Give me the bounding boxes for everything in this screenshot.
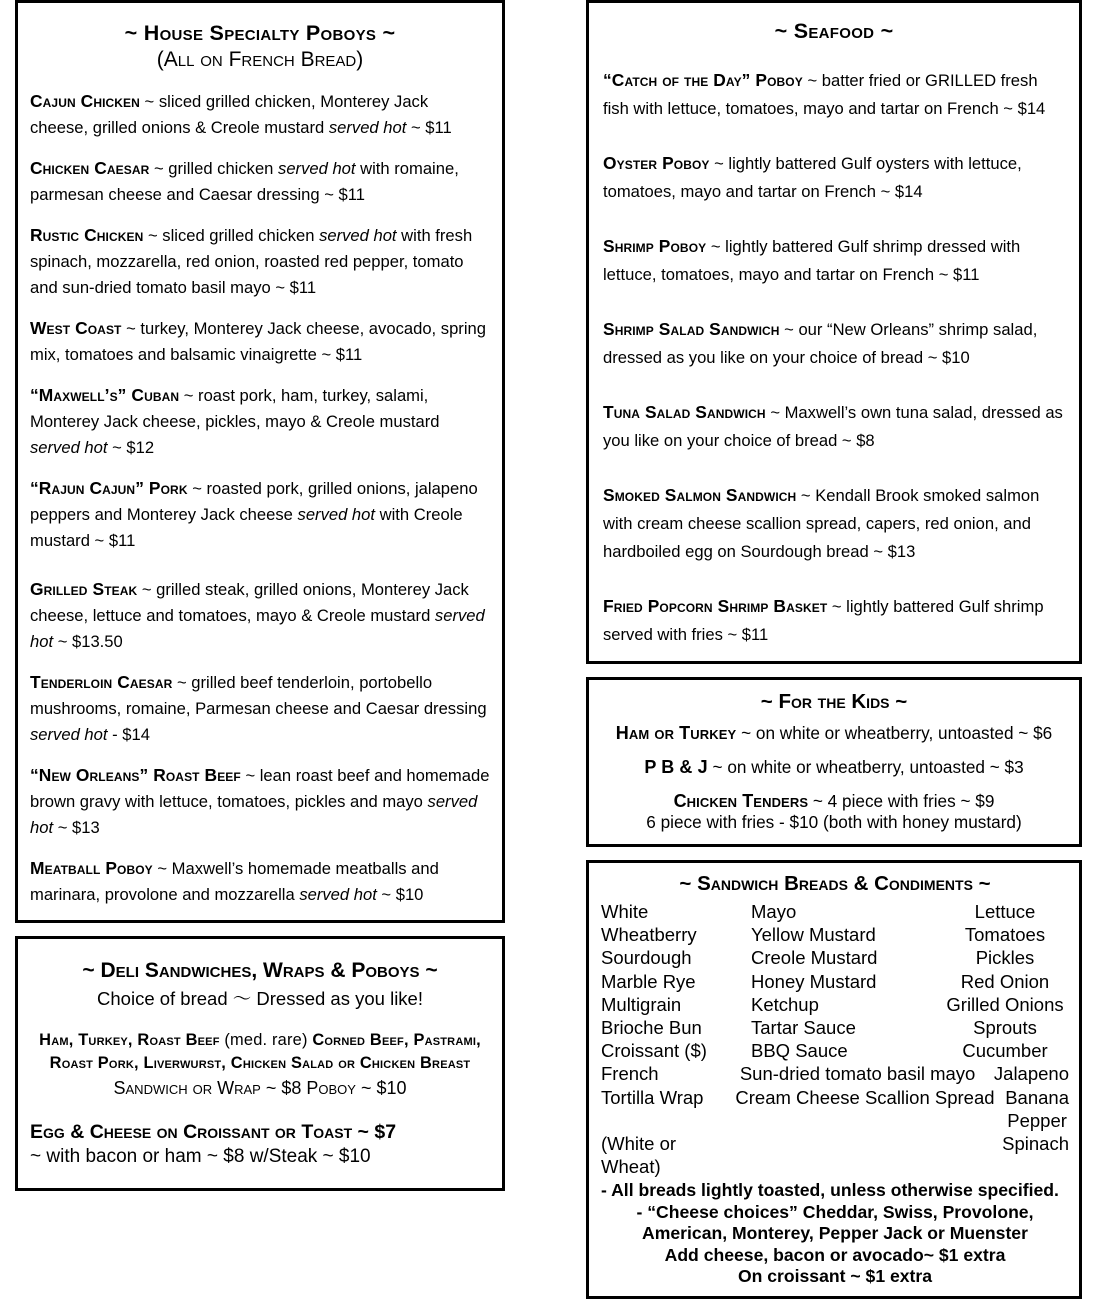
condiment-row (601, 946, 1069, 969)
menu-item (30, 475, 490, 554)
item-desc: ~ Maxwell’s own tuna salad, dressed as you like on your choice of bread ~ $8 (603, 403, 1063, 450)
item-desc: ~ batter fried or GRILLED fresh fish with lettuce, tomatoes, mayo and tartar on French ~ $14 (603, 71, 1046, 118)
deli-subtitle: Choice of bread 〜 Dressed as you like! (97, 988, 423, 1009)
item-emphasis: served hot (30, 606, 485, 651)
item-desc: ~ sliced grilled chicken, Monterey Jack cheese, grilled onions & Creole mustard (30, 92, 429, 137)
section-house-specialty-poboys (15, 0, 505, 923)
item-name: Chicken Tenders (673, 791, 809, 811)
menu-item (30, 382, 490, 461)
item-desc: ~ our “New Orleans” shrimp salad, dressed as you like on your choice of bread ~ $10 (603, 320, 1038, 367)
item-name: “Rajun Cajun” Pork (30, 478, 188, 498)
veggie-item: Jalapeno (993, 1063, 1069, 1085)
condiment-row (601, 993, 1069, 1016)
section-deli-sandwiches (15, 936, 505, 1191)
item-emphasis: served hot (297, 505, 375, 524)
footer-line: On croissant ~ $1 extra (737, 1266, 933, 1287)
condiment-item: Yellow Mustard (751, 924, 876, 946)
menu-item (30, 222, 490, 301)
item-name: Tenderloin Caesar (30, 672, 173, 692)
condiments-grid (601, 900, 1069, 1178)
item-emphasis: served hot (299, 885, 377, 904)
bread-item: Brioche Bun (601, 1017, 702, 1039)
condiment-item-wide: Cream Cheese Scallion Spread (735, 1086, 995, 1108)
condiment-row (601, 1039, 1069, 1062)
deli-egg-cheese-line: Egg & Cheese on Croissant or Toast ~ $7 (30, 1121, 397, 1143)
deli-meats-b: Corned Beef, Pastrami, (307, 1031, 481, 1049)
item-desc: ~ grilled beef tenderloin, portobello mushrooms, romaine, Parmesan cheese and Caesar dressing (30, 673, 487, 718)
item-price: ~ $11 (406, 118, 452, 137)
condiment-item: Honey Mustard (751, 970, 877, 992)
kids-item (603, 723, 1065, 744)
item-name: “New Orleans” Roast Beef (30, 765, 241, 785)
item-name: Ham or Turkey (615, 723, 737, 743)
condiment-item: Ketchup (751, 993, 819, 1015)
condiment-row (601, 1016, 1069, 1039)
menu-item (30, 315, 490, 368)
section-breads-condiments (586, 860, 1082, 1299)
item-price: with Creole mustard ~ $11 (30, 505, 463, 550)
condiment-item: Tartar Sauce (751, 1017, 856, 1039)
menu-item (603, 315, 1065, 372)
menu-item (603, 66, 1065, 123)
item-desc: ~ roast pork, ham, turkey, salami, Monterey Jack cheese, pickles, mayo & Creole mustard (30, 386, 440, 431)
footer-line: American, Monterey, Pepper Jack or Muenster (642, 1223, 1028, 1244)
menu-item (30, 762, 490, 841)
deli-egg-cheese-addons: ~ with bacon or ham ~ $8 w/Steak ~ $10 (30, 1146, 371, 1167)
item-emphasis: served hot (30, 725, 108, 744)
veggie-item: Grilled Onions (946, 993, 1064, 1015)
item-name: Meatball Poboy (30, 858, 153, 878)
item-emphasis: served hot (30, 438, 108, 457)
item-name: “Catch of the Day” Poboy (603, 70, 803, 90)
bread-item: Wheatberry (601, 924, 697, 946)
item-name: Fried Popcorn Shrimp Basket (603, 596, 828, 616)
item-emphasis: served hot (30, 792, 478, 837)
menu-item (30, 88, 490, 141)
item-name: Oyster Poboy (603, 153, 710, 173)
menu-item (603, 592, 1065, 649)
condiment-item-wide: Sun-dried tomato basil mayo (739, 1063, 976, 1085)
item-desc: ~ Maxwell’s homemade meatballs and marinara, provolone and mozzarella (30, 859, 439, 904)
menu-item (603, 232, 1065, 289)
item-price: ~ $10 (376, 885, 424, 904)
menu-item (30, 669, 490, 748)
item-price: ~ $12 (107, 438, 155, 457)
item-desc: ~ lean roast beef and homemade brown gravy with lettuce, tomatoes, pickles and mayo (30, 766, 490, 811)
left-column (15, 0, 505, 1204)
item-price: ~ $13.50 (53, 632, 123, 651)
condiment-item: Creole Mustard (751, 947, 878, 969)
item-emphasis: served hot (328, 118, 407, 137)
item-desc: ~ roasted pork, grilled onions, jalapeno peppers and Monterey Jack cheese (30, 479, 478, 524)
item-price: with fresh spinach, mozzarella, red onion, roasted red pepper, tomato and sun-dried tomato basil mayo ~ $11 (30, 226, 473, 297)
bread-item: Multigrain (601, 993, 682, 1015)
item-name: Grilled Steak (30, 579, 138, 599)
veggie-item: Cucumber (962, 1040, 1048, 1062)
condiment-row (601, 1062, 1069, 1085)
veggie-item: Sprouts (973, 1017, 1037, 1039)
item-desc: ~ on white or wheatberry, untoasted ~ $3 (707, 757, 1024, 777)
deli-meats-paren: (med. rare) (224, 1031, 308, 1049)
condiments-footer (601, 1180, 1069, 1288)
item-desc: ~ grilled steak, grilled onions, Monterey Jack cheese, lettuce and tomatoes, mayo & Creole mustard (30, 580, 469, 625)
kids-item (603, 791, 1065, 812)
veggie-item: Tomatoes (964, 924, 1046, 946)
condiment-row (601, 1132, 1069, 1178)
condiments-title: ~ Sandwich Breads & Condiments ~ (679, 872, 991, 895)
seafood-title: ~ Seafood ~ (774, 19, 894, 43)
item-desc: ~ lightly battered Gulf oysters with lettuce, tomatoes, mayo and tartar on French ~ $14 (603, 154, 1022, 201)
menu-item (603, 398, 1065, 455)
item-name: Shrimp Poboy (603, 236, 707, 256)
house-specialty-subtitle: (All on French Bread) (156, 48, 364, 71)
kids-tenders-sub: 6 piece with fries - $10 (both with honey mustard) (646, 812, 1022, 832)
condiment-row (601, 923, 1069, 946)
menu-item (603, 481, 1065, 566)
item-desc: ~ lightly battered Gulf shrimp dressed with lettuce, tomatoes, mayo and tartar on French ~ $11 (603, 237, 1021, 284)
bread-item: Tortilla Wrap (601, 1086, 704, 1108)
veggie-item: Lettuce (974, 901, 1036, 922)
item-name: Smoked Salmon Sandwich (603, 485, 797, 505)
item-desc: ~ Kendall Brook smoked salmon with cream cheese scallion spread, capers, red onion, and hardboiled egg on Sourdough bread ~ $13 (603, 486, 1040, 561)
footer-line: - All breads lightly toasted, unless otherwise specified. (601, 1180, 1059, 1201)
deli-meats-line-2: Roast Pork, Liverwurst, Chicken Salad or Chicken Breast (49, 1054, 471, 1072)
item-emphasis: served hot (319, 226, 397, 245)
deli-price-line: Sandwich or Wrap ~ $8 Poboy ~ $10 (113, 1078, 407, 1098)
item-price: ~ $13 (53, 818, 100, 837)
bread-item: White (601, 901, 649, 922)
item-name: Chicken Caesar (30, 158, 150, 178)
item-desc: ~ grilled chicken (149, 159, 279, 178)
menu-item (30, 855, 490, 908)
footer-line: Add cheese, bacon or avocado~ $1 extra (664, 1244, 1006, 1265)
item-desc: ~ turkey, Monterey Jack cheese, avocado, spring mix, tomatoes and balsamic vinaigrette ~ $11 (30, 319, 486, 364)
item-name: Tuna Salad Sandwich (603, 402, 766, 422)
kids-item (603, 757, 1065, 778)
deli-meats-line-1 (30, 1029, 490, 1052)
bread-item: Croissant ($) (601, 1040, 707, 1062)
veggie-item: Banana Pepper (1005, 1086, 1069, 1131)
condiment-item: BBQ Sauce (751, 1040, 848, 1062)
bread-item: Marble Rye (601, 970, 696, 992)
item-emphasis: served hot (278, 159, 356, 178)
item-desc: ~ on white or wheatberry, untoasted ~ $6 (736, 723, 1053, 743)
item-name: West Coast (30, 318, 122, 338)
menu-item (603, 149, 1065, 206)
veggie-item: Red Onion (960, 970, 1050, 992)
item-desc: ~ sliced grilled chicken (143, 226, 320, 245)
veggie-item: Spinach (1002, 1133, 1069, 1155)
footer-line: - “Cheese choices” Cheddar, Swiss, Provolone, (636, 1201, 1034, 1222)
house-specialty-title: ~ House Specialty Poboys ~ (124, 21, 396, 45)
item-desc: ~ lightly battered Gulf shrimp served with fries ~ $11 (603, 597, 1044, 644)
section-for-the-kids (586, 677, 1082, 847)
right-column (586, 0, 1082, 1312)
condiment-row (601, 970, 1069, 993)
bread-item: Sourdough (601, 947, 692, 969)
condiment-item-wide (724, 1132, 1002, 1178)
item-price: with romaine, parmesan cheese and Caesar dressing ~ $11 (30, 159, 459, 204)
menu-item (30, 155, 490, 208)
deli-meats-a: Ham, Turkey, Roast Beef (39, 1031, 225, 1049)
item-name: Shrimp Salad Sandwich (603, 319, 780, 339)
deli-title: ~ Deli Sandwiches, Wraps & Poboys ~ (82, 959, 438, 982)
item-name: P B & J (644, 757, 708, 777)
condiment-row (601, 900, 1069, 923)
condiment-row (601, 1086, 1069, 1132)
item-price: - $14 (107, 725, 150, 744)
item-name: Cajun Chicken (30, 91, 140, 111)
item-name: “Maxwell’s” Cuban (30, 385, 180, 405)
item-desc: ~ 4 piece with fries ~ $9 (808, 791, 995, 811)
section-seafood (586, 0, 1082, 664)
kids-title: ~ For the Kids ~ (760, 690, 908, 713)
menu-item (30, 576, 490, 655)
item-name: Rustic Chicken (30, 225, 144, 245)
bread-item: French (601, 1063, 659, 1085)
condiment-item: Mayo (751, 901, 797, 922)
veggie-item: Pickles (975, 947, 1035, 969)
bread-item: (White or Wheat) (601, 1133, 677, 1178)
